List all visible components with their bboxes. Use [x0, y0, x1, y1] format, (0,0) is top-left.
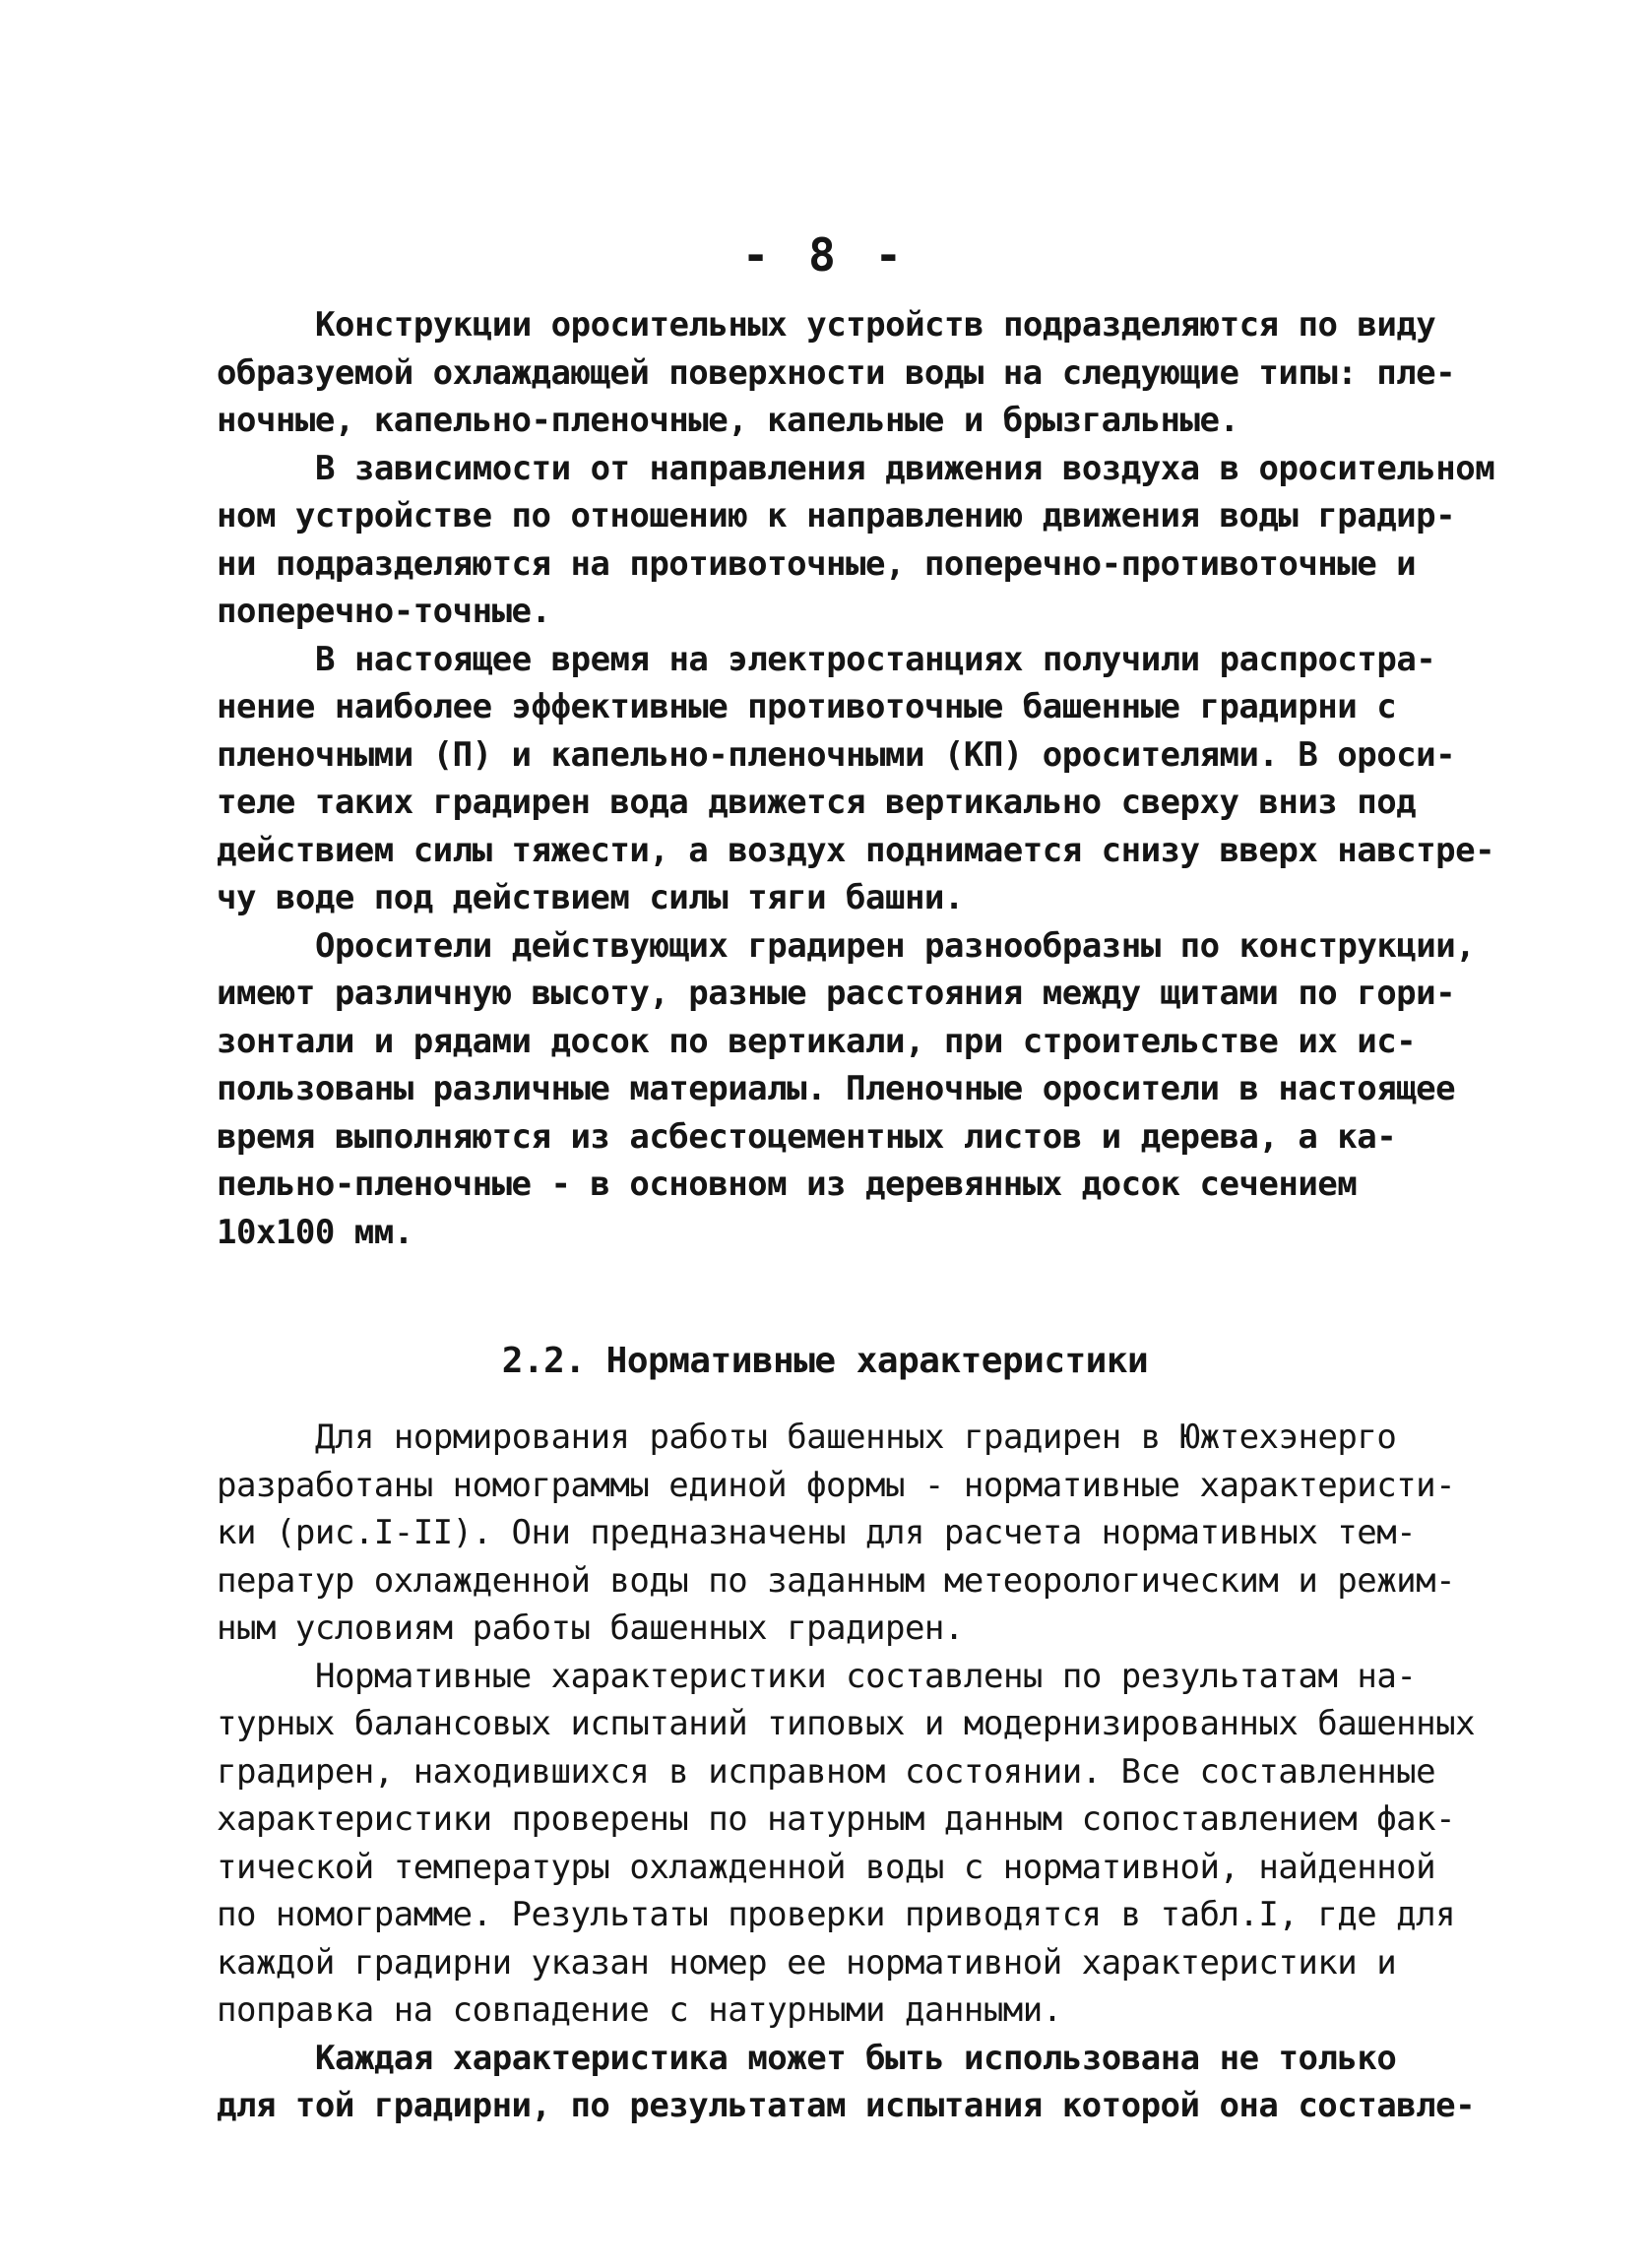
- text-line: ном устройстве по отношению к направлению движения воды градир-: [217, 496, 1456, 536]
- paragraph-block-1: [217, 301, 1494, 1256]
- text-line: ночные, капельно-пленочные, капельные и брызгальные.: [217, 401, 1239, 440]
- text-line: каждой градирни указан номер ее нормативной характеристики и: [217, 1942, 1397, 1983]
- text-line: образуемой охлаждающей поверхности воды на следующие типы: пле-: [217, 352, 1456, 393]
- text-line: Нормативные характеристики составлены по результатам на-: [315, 1656, 1417, 1696]
- text-line: ным условиям работы башенных градирен.: [217, 1608, 964, 1648]
- text-line: 10х100 мм.: [217, 1212, 413, 1252]
- text-line: ни подразделяются на противоточные, поперечно-противоточные и: [217, 543, 1417, 584]
- text-line: градирен, находившихся в исправном состоянии. Все составленные: [217, 1751, 1436, 1792]
- text-line: поправка на совпадение с натурными данными.: [217, 1990, 1062, 2030]
- text-line: Каждая характеристика может быть использована не только: [315, 2038, 1397, 2078]
- text-line: разработаны номограммы единой формы - нормативные характеристи-: [217, 1465, 1456, 1505]
- text-line: пользованы различные материалы. Пленочные оросители в настоящее: [217, 1069, 1456, 1108]
- text-line: зонтали и рядами досок по вертикали, при строительстве их ис-: [217, 1021, 1417, 1061]
- text-line: действием силы тяжести, а воздух поднимается снизу вверх навстре-: [217, 830, 1495, 870]
- section-heading: 2.2. Нормативные характеристики: [501, 1341, 1149, 1381]
- text-line: пельно-пленочные - в основном из деревянных досок сечением: [217, 1165, 1358, 1204]
- text-line: время выполняются из асбестоцементных листов и дерева, а ка-: [217, 1116, 1397, 1157]
- text-line: Для нормирования работы башенных градирен в Южтехэнерго: [315, 1418, 1397, 1457]
- text-line: ки (рис.I-II). Они предназначены для расчета нормативных тем-: [217, 1513, 1417, 1552]
- text-line: В настоящее время на электростанциях получили распростра-: [315, 639, 1436, 679]
- text-line: Конструкции оросительных устройств подразделяются по виду: [315, 305, 1436, 345]
- paragraph-block-2: [217, 1414, 1475, 2130]
- text-line: нение наиболее эффективные противоточные башенные градирни с: [217, 687, 1397, 726]
- text-line: тической температуры охлажденной воды с нормативной, найденной: [217, 1847, 1436, 1887]
- text-line: теле таких градирен вода движется вертикально сверху вниз под: [217, 783, 1417, 822]
- text-line: турных балансовых испытаний типовых и модернизированных башенных: [217, 1704, 1476, 1743]
- page-number: - 8 -: [741, 228, 909, 282]
- text-line: имеют различную высоту, разные расстояния между щитами по гори-: [217, 974, 1456, 1013]
- text-line: поперечно-точные.: [217, 592, 551, 631]
- text-line: для той градирни, по результатам испытания которой она составле-: [217, 2086, 1476, 2125]
- text-line: по номограмме. Результаты проверки приводятся в табл.I, где для: [217, 1895, 1456, 1934]
- text-line: чу воде под действием силы тяги башни.: [217, 878, 964, 917]
- text-line: характеристики проверены по натурным данным сопоставлением фак-: [217, 1799, 1456, 1839]
- text-line: Оросители действующих градирен разнообразны по конструкции,: [315, 925, 1476, 966]
- text-line: пленочными (П) и капельно-пленочными (КП) оросителями. В ороси-: [217, 734, 1456, 775]
- text-line: ператур охлажденной воды по заданным метеорологическим и режим-: [217, 1560, 1456, 1601]
- text-line: В зависимости от направления движения воздуха в оросительном: [315, 448, 1495, 488]
